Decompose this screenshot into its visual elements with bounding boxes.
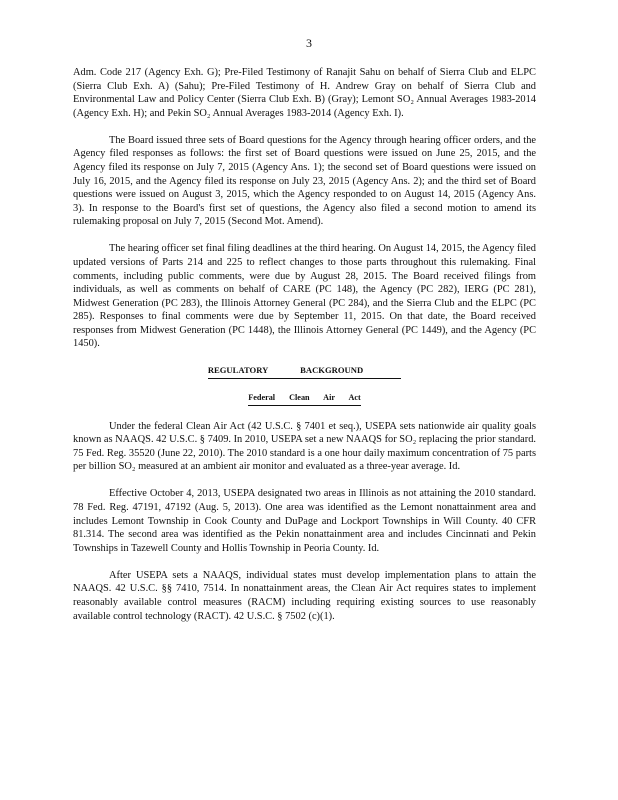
paragraph-implementation-plans: After USEPA sets a NAAQS, individual states must develop implementation plans to attain the NAAQS. 42 U.S.C. §§ 7410, 7514. In nonattainment areas, the Clean Air Act requires states to implement reasonably available control measures (RACM) including requiring existing sources to use reasonably available control technology (RACT). 42 U.S.C. § 7502 (c)(1). <box>73 569 536 622</box>
paragraph-filing-deadlines: The hearing officer set final filing deadlines at the third hearing. On August 14, 2015, the Agency filed updated versions of Parts 214 and 225 to reflect changes to those parts throughout this rulemaking. Final comments, including public comments, were due by August 28, 2015. The Board received filings from individuals, as well as comments on behalf of CARE (PC 148), the Agency (PC 282), IERG (PC 281), Midwest Generation (PC 283), the Illinois Attorney General (PC 284), and the Sierra Club and the ELPC (PC 285). Responses to final comments were due by September 11, 2015. On that date, the Board received responses from Midwest Generation (PC 1448), the Illinois Attorney General (PC 1449), and the Agency (PC 1450). <box>73 243 536 350</box>
paragraph-board-questions: The Board issued three sets of Board questions for the Agency through hearing officer orders, and the Agency filed responses as follows: the first set of Board questions were issued on June 25, 2015, and the Agency filed its response on July 7, 2015 (Agency Ans. 1); the second set of Board questions were issued on July 16, 2015, and the Agency filed its response on July 23, 2015 (Agency Ans. 2); and the third set of Board questions were issued on August 3, 2015, which the Agency responded to on August 14, 2015 (Agency Ans. 3). In response to the Board's first set of questions, the Agency also filed a second motion to amend its rulemaking proposal on July 7, 2015 (Second Mot. Amend). <box>73 134 536 228</box>
paragraph-designations: Effective October 4, 2013, USEPA designated two areas in Illinois as not attaining the 2010 standard. 78 Fed. Reg. 47191, 47192 (Aug. 5, 2013). One area was identified as the Lemont nonattainment area and includes Lemont Township in Cook County and DuPage and Lockport Townships in Will County. 40 CFR 81.314. The second area was identified as the Pekin nonattainment area and includes Cincinnati and Pekin Townships in Tazewell County and Hollis Township in Peoria County. Id. <box>73 488 536 554</box>
document-body <box>73 66 536 637</box>
section-heading-text: REGULATORY BACKGROUND <box>208 364 401 379</box>
subsection-heading-text: Federal Clean Air Act <box>248 391 360 406</box>
paragraph-clean-air-act: Under the federal Clean Air Act (42 U.S.C. § 7401 et seq.), USEPA sets nationwide air quality goals known as NAAQS. 42 U.S.C. § 7409. In 2010, USEPA set a new NAAQS for SO₂ replacing the prior standard. 75 Fed. Reg. 35520 (June 22, 2010). The 2010 standard is a one hour daily maximum concentration of 75 parts per billion SO₂ measured at an ambient air monitor and evaluated as a three-year average. Id. <box>73 420 536 473</box>
page-number: 3 <box>306 36 312 50</box>
paragraph-exhibits-continued: Adm. Code 217 (Agency Exh. G); Pre-Filed Testimony of Ranajit Sahu on behalf of Sierra Club and ELPC (Sierra Club Exh. A) (Sahu); Pre-Filed Testimony of H. Andrew Gray on behalf of Sierra Club and Environmental Law and Policy Center (Sierra Club Exh. B) (Gray); Lemont SO₂ Annual Averages 1983-2014 (Agency Exh. H); and Pekin SO₂ Annual Averages 1983-2014 (Agency Exh. I). <box>73 67 536 119</box>
subsection-heading <box>73 391 536 406</box>
section-heading <box>73 364 536 379</box>
